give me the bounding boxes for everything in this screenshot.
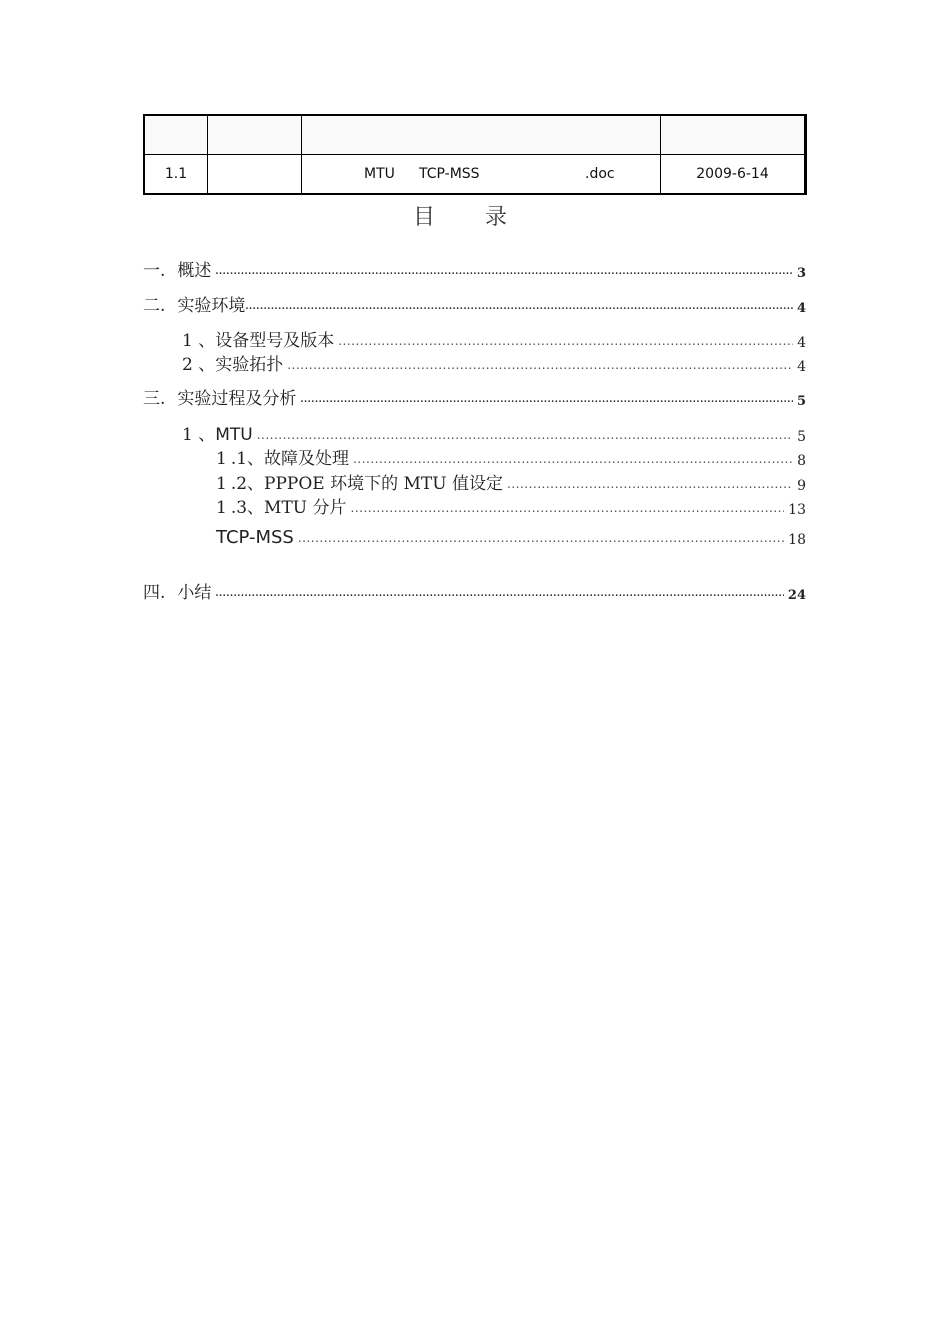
header-cell-version [144,115,208,155]
toc-page-number: 4 [797,335,806,351]
toc-entry-number: 四. [143,583,166,603]
toc-entry-mtu[interactable] [182,420,806,445]
toc-page-number: 4 [796,301,806,316]
toc-leader-dots [287,358,793,372]
toc-entry-label: .2、PPPOE 环境下的 MTU 值设定 [230,474,503,494]
toc-heading-char-2: 录 [485,205,538,230]
revision-table-header-row [144,115,806,155]
toc-entry-number: 1 [216,498,227,518]
header-cell-date [661,115,806,155]
toc-entry-number: 2 、 [182,355,216,375]
cell-document-title [302,155,661,195]
toc-leader-dots [507,477,793,491]
toc-entry-mtu-troubleshooting[interactable] [216,444,806,469]
toc-page-number: 4 [797,359,806,375]
toc-entry-label: TCP-MSS [216,527,294,548]
toc-entry-device-model[interactable] [182,326,806,351]
toc-page-number: 5 [797,429,806,445]
toc-entry-process-analysis[interactable] [143,384,806,409]
revision-table-row [144,155,806,195]
toc-entry-number: 三. [143,389,166,409]
toc-entry-label: 设备型号及版本 [215,331,335,351]
toc-leader-dots [215,267,793,277]
toc-leader-dots [338,334,793,348]
toc-leader-dots [245,302,793,312]
toc-entry-label: MTU [215,425,253,445]
toc-leader-dots [353,452,793,466]
toc-page-number: 9 [797,478,806,494]
toc-entry-pppoe-mtu[interactable] [216,469,806,494]
toc-heading [0,200,950,231]
toc-page-number: 3 [796,266,806,281]
document-title-part-ext: .doc [585,166,615,182]
toc-entry-label: .1、故障及处理 [230,449,350,469]
cell-version: 1.1 [144,155,208,195]
toc-entry-number: 二. [143,296,166,316]
toc-leader-dots [215,589,784,599]
toc-entry-overview[interactable] [143,256,806,281]
document-title-part-tcp-mss: TCP-MSS [419,166,480,182]
toc-entry-label: 概述 [177,261,212,281]
toc-entry-label: 小结 [177,583,212,603]
revision-table [143,114,807,195]
header-cell-author [208,115,302,155]
toc-entry-label: .3、MTU 分片 [230,498,347,518]
toc-entry-environment[interactable] [143,291,806,316]
toc-entry-number: 1 [216,449,227,469]
toc-entry-tcp-mss[interactable] [216,527,806,548]
cell-author [208,155,302,195]
toc-entry-number: 一. [143,261,166,281]
header-cell-title [302,115,661,155]
toc-entry-label: 实验环境 [177,296,246,316]
toc-page-number: 8 [797,453,806,469]
cell-date: 2009-6-14 [661,155,806,195]
toc-entry-number: 1 、 [182,425,216,445]
toc-entry-label: 实验过程及分析 [177,389,297,409]
toc-page-number: 5 [796,394,806,409]
toc-entry-topology[interactable] [182,350,806,375]
toc-page-number: 13 [788,502,806,518]
toc-heading-char-1: 目 [412,205,465,230]
toc-leader-dots [257,428,793,442]
toc-page-number: 18 [788,532,806,548]
toc-entry-number: 1 [216,474,227,494]
toc-leader-dots [300,395,793,405]
toc-leader-dots [351,501,785,515]
toc-entry-number: 1 、 [182,331,216,351]
toc-entry-summary[interactable] [143,578,806,603]
toc-entry-mtu-fragmentation[interactable] [216,493,806,518]
toc-leader-dots [298,531,784,545]
document-title-part-mtu: MTU [364,166,395,182]
toc-page-number: 24 [787,588,806,603]
toc-entry-label: 实验拓扑 [215,355,284,375]
